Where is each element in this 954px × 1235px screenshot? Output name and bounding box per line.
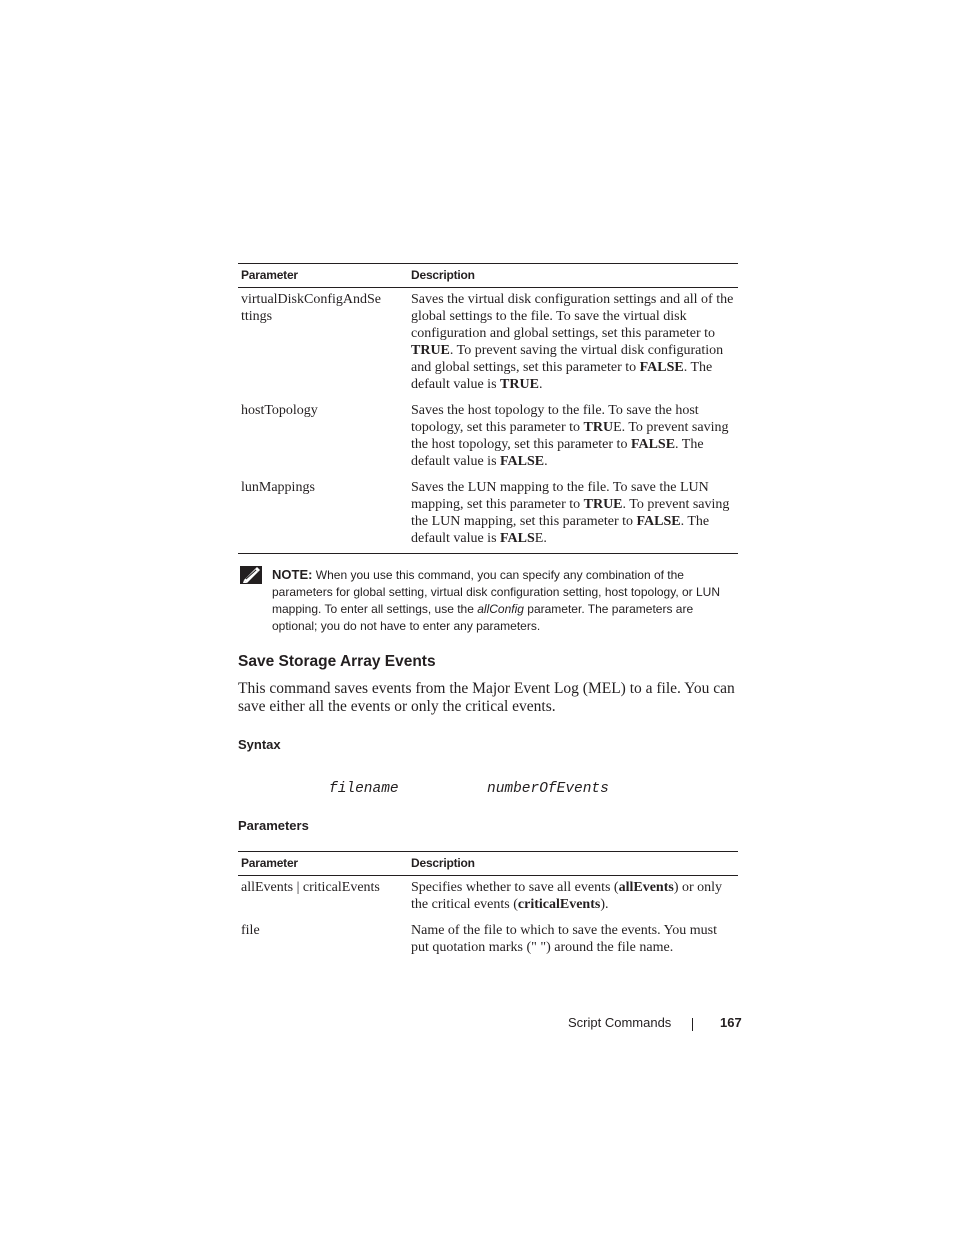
param-description: [408, 876, 738, 920]
text-run: E. To prevent saving the host topology, set this parameter to: [411, 420, 729, 452]
bold-value: criticalEvents: [517, 897, 601, 912]
parameters-table-events: [238, 851, 738, 962]
text-run: ).: [600, 897, 609, 912]
text-run: . The default value is: [411, 360, 713, 392]
bold-value: FALSE: [639, 360, 684, 375]
column-header-parameter: Parameter: [238, 264, 408, 288]
param-name: hostTopology: [241, 403, 318, 418]
table-row: [238, 399, 738, 476]
param-description: [408, 919, 738, 962]
note-text-before: When you use this command, you can specify any combination of the parameters for global setting, virtual disk configuration setting, host topology, or LUN mapping. To enter all settings, use the: [272, 568, 721, 616]
text-run: .: [538, 377, 543, 392]
param-name: allEvents | criticalEvents: [241, 880, 380, 895]
text-run: . The default value is: [411, 514, 710, 546]
table-row: [238, 476, 738, 554]
page-number: 167: [720, 1015, 742, 1030]
column-header-parameter: Parameter: [238, 852, 408, 876]
bold-value: FALSE: [630, 437, 676, 452]
text-run: . To prevent saving the LUN mapping, set this parameter to: [411, 497, 730, 529]
param-description: [408, 476, 738, 554]
table-row: [238, 288, 738, 400]
table-row: [238, 919, 738, 962]
text-run: Specifies whether to save all events (: [411, 880, 619, 895]
text-run: . To prevent saving the virtual disk configuration and global settings, set this parameter to: [411, 343, 724, 375]
syntax-heading: Syntax: [238, 737, 281, 752]
text-run: ) or only the critical events (: [411, 880, 723, 912]
section-body: This command saves events from the Major Event Log (MEL) to a file. You can save either all the events or only the critical events.: [238, 680, 735, 715]
column-header-description: Description: [408, 264, 738, 288]
note-label: NOTE:: [272, 567, 313, 582]
section-heading: Save Storage Array Events: [238, 653, 436, 670]
bold-value: TRU: [583, 420, 614, 435]
text-run: Name of the file to which to save the events. You must put quotation marks (" ") around the file name.: [411, 923, 718, 955]
text-run: Saves the LUN mapping to the file. To save the LUN mapping, set this parameter to: [411, 480, 709, 512]
param-name: lunMappings: [238, 476, 408, 554]
parameters-heading: Parameters: [238, 818, 309, 833]
text-run: Saves the virtual disk configuration settings and all of the global settings to the file. To save the virtual disk configuration and global settings, set this parameter to: [411, 292, 734, 341]
column-header-description: Description: [408, 852, 738, 876]
text-run: . The default value is: [411, 437, 704, 469]
bold-value: TRUE: [500, 377, 539, 392]
bold-value: FALS: [500, 531, 535, 546]
footer-divider: [692, 1018, 693, 1031]
syntax-number-of-events: numberOfEvents: [487, 781, 609, 797]
note-pencil-icon: [240, 566, 262, 584]
note-allconfig: allConfig: [477, 602, 524, 616]
param-name: file: [241, 923, 260, 938]
bold-value: FALSE: [636, 514, 681, 529]
param-description: [408, 399, 738, 476]
bold-value: allEvents: [618, 880, 674, 895]
param-name: virtualDiskConfigAndSe ttings: [241, 292, 381, 324]
param-description: [408, 288, 738, 400]
note-text: [272, 566, 740, 635]
note-text-after: parameter. The parameters are optional; you do not have to enter any parameters.: [272, 602, 694, 633]
text-run: .: [544, 454, 548, 469]
bold-value: FALSE: [500, 454, 545, 469]
footer-section-name: Script Commands: [568, 1015, 672, 1030]
text-run: E.: [534, 531, 547, 546]
bold-value: TRUE: [411, 343, 450, 358]
syntax-filename: filename: [329, 781, 399, 797]
text-run: Saves the host topology to the file. To save the host topology, set this parameter to: [411, 403, 699, 435]
parameters-table-save-config: [238, 263, 738, 554]
table-row: [238, 876, 738, 920]
bold-value: TRUE: [583, 497, 623, 512]
